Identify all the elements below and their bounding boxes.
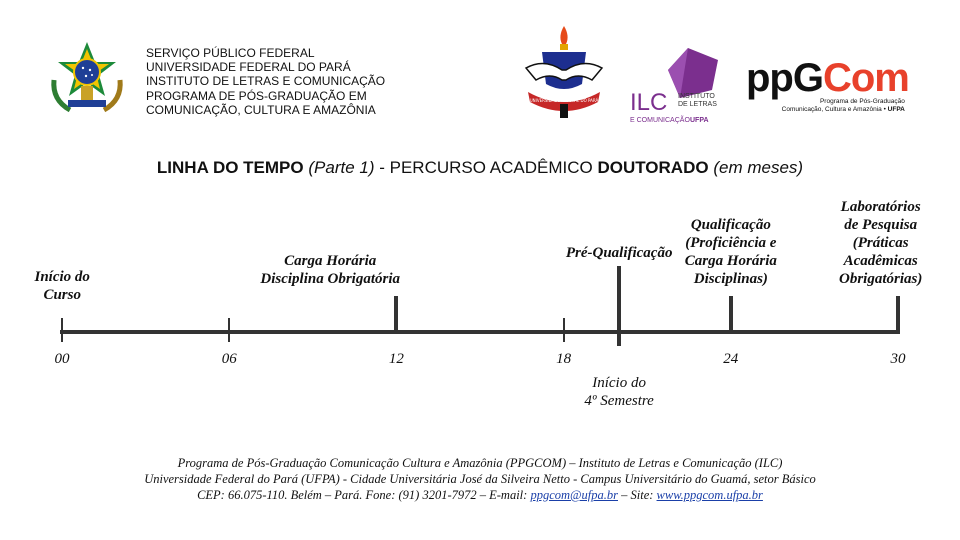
footer-line1: Programa de Pós-Graduação Comunicação Cultura e Amazônia (PPGCOM) – Instituto de Letras e Comunicação (ILC) — [177, 456, 783, 470]
timeline-event-line: Obrigatórias) — [839, 271, 923, 287]
institution-line: UNIVERSIDADE FEDERAL DO PARÁ — [146, 60, 351, 75]
brazil-coat-of-arms-icon — [48, 40, 126, 116]
ppgcom-line2: Comunicação, Cultura e Amazônia — [781, 106, 882, 113]
ilc-side-line: INSTITUTO — [678, 93, 715, 100]
timeline-event-line: Carga Horária — [684, 253, 777, 269]
timeline-event-label — [260, 252, 400, 288]
footer — [0, 455, 960, 503]
timeline-event-label — [566, 244, 673, 262]
timeline-tick — [729, 296, 733, 334]
ilc-diamond-icon — [628, 46, 728, 128]
ilc-letters: ILC — [630, 89, 668, 116]
timeline-tick-label: 18 — [556, 351, 572, 367]
timeline-event-label — [839, 198, 922, 288]
ilc-side-line: DE LETRAS — [678, 101, 717, 108]
footer-site-prefix: – Site: — [621, 488, 654, 502]
title-part5: (em meses) — [713, 158, 804, 177]
timeline-tick — [563, 318, 565, 342]
semester-marker-label — [584, 374, 654, 410]
timeline-tick-label: 12 — [388, 351, 404, 367]
timeline-tick — [896, 296, 900, 334]
ppgcom-line1: Programa de Pós-Graduação — [819, 98, 905, 105]
page-title — [0, 158, 960, 178]
timeline-event-line: Disciplina Obrigatória — [260, 271, 400, 287]
timeline-tick — [228, 318, 230, 342]
timeline-tick — [61, 318, 63, 342]
ufpa-seal-icon — [522, 22, 606, 122]
timeline-tick-label: 06 — [221, 351, 237, 367]
footer-line3-prefix: CEP: 66.075-110. Belém – Pará. Fone: (91) 3201-7972 – E-mail: — [197, 488, 528, 502]
ilc-logo — [628, 46, 728, 128]
ppgcom-sub — [746, 98, 909, 114]
timeline-event-line: Laboratórios — [840, 199, 921, 215]
timeline-event-line: Pré-Qualificação — [565, 245, 673, 261]
site-link[interactable]: www.ppgcom.ufpa.br — [656, 488, 763, 502]
timeline-event-marker — [617, 266, 621, 346]
institution-line: INSTITUTO DE LETRAS E COMUNICAÇÃO — [146, 74, 386, 89]
institution-line: PROGRAMA DE PÓS-GRADUAÇÃO EM — [146, 88, 367, 103]
timeline-event-line: Curso — [43, 287, 81, 303]
institution-line: SERVIÇO PÚBLICO FEDERAL — [146, 46, 315, 60]
timeline-event-label — [685, 216, 777, 288]
ilc-bottom-text: E COMUNICAÇÃO — [630, 117, 690, 124]
timeline-tick-label: 24 — [723, 351, 739, 367]
footer-line2: Universidade Federal do Pará (UFPA) - Cidade Universitária José da Silveira Netto - Campus Universitário do Guamá, setor Básico — [144, 472, 816, 486]
ppgcom-part2: Com — [822, 56, 909, 100]
ppgcom-wordmark — [746, 58, 909, 98]
ppgcom-logo — [746, 58, 909, 114]
ppgcom-part1: ppG — [746, 56, 823, 100]
ppgcom-line2-wrap: Comunicação, Cultura e Amazônia • UFPA — [781, 106, 905, 113]
timeline-event-line: de Pesquisa — [844, 217, 918, 233]
semester-marker-line: 4º Semestre — [584, 393, 654, 409]
timeline-event-line: Qualificação — [690, 217, 771, 233]
timeline-tick — [394, 296, 398, 334]
title-part4: DOUTORADO — [597, 158, 709, 177]
timeline-axis — [60, 330, 900, 334]
timeline-tick-label: 30 — [890, 351, 906, 367]
semester-marker-line: Início do — [592, 375, 646, 391]
timeline-event-line: (Práticas — [852, 235, 909, 251]
title-part3: - PERCURSO ACADÊMICO — [379, 158, 593, 177]
timeline-event-line: Acadêmicas — [843, 253, 918, 269]
title-part1: LINHA DO TEMPO — [156, 158, 304, 177]
timeline-event-line: Início do — [34, 269, 90, 285]
timeline-event-line: Disciplinas) — [693, 271, 768, 287]
timeline-event-label — [35, 268, 90, 304]
ppgcom-line2-bold: UFPA — [887, 106, 905, 113]
institution-header — [146, 46, 385, 117]
email-link[interactable]: ppgcom@ufpa.br — [530, 488, 618, 502]
title-part2: (Parte 1) — [308, 158, 375, 177]
timeline-tick-label: 00 — [54, 351, 70, 367]
ufpa-seal-text: UNIVERSIDADE FEDERAL DO PARÁ — [529, 98, 599, 103]
ilc-bottom-bold: UFPA — [690, 117, 709, 124]
institution-line: COMUNICAÇÃO, CULTURA E AMAZÔNIA — [146, 102, 376, 117]
timeline-event-line: (Proficiência e — [685, 235, 777, 251]
footer-line3 — [0, 487, 960, 503]
timeline-event-line: Carga Horária — [284, 253, 377, 269]
